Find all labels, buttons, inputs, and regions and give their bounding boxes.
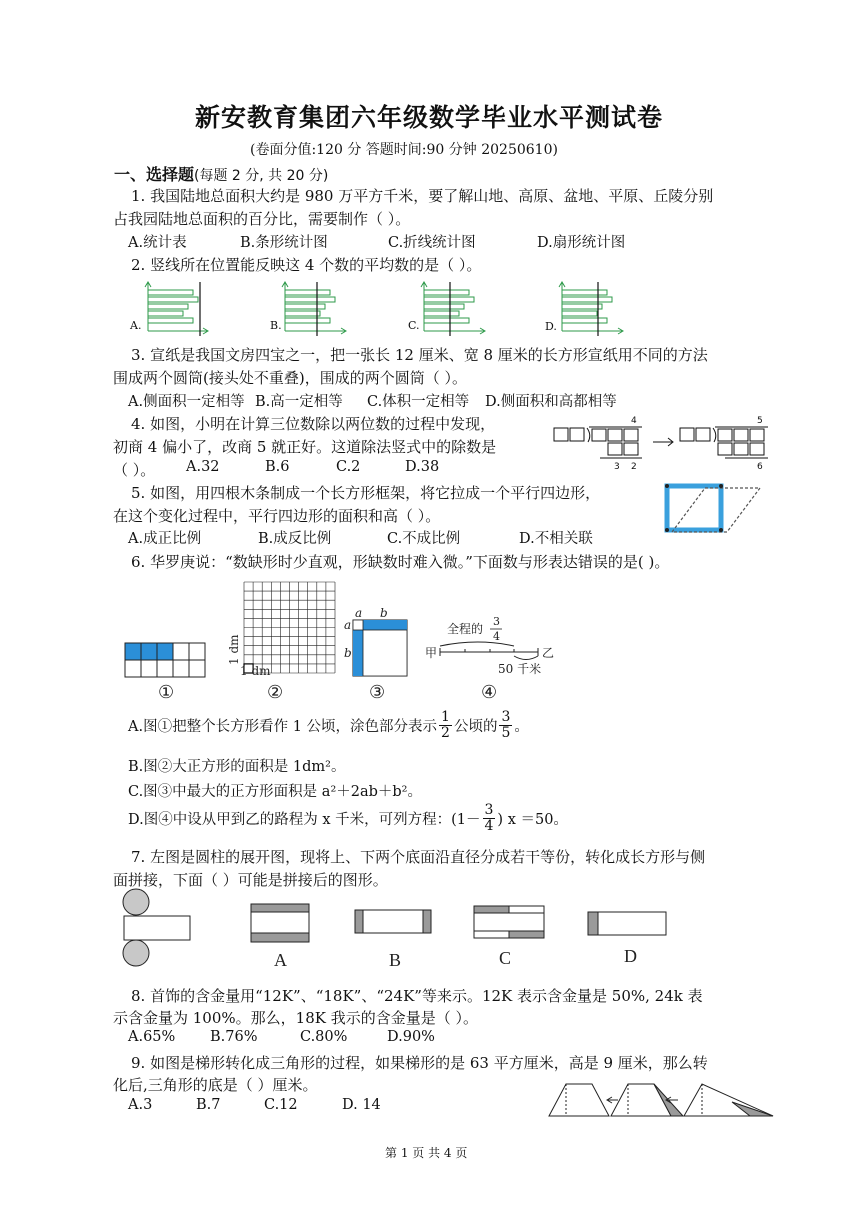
page-title: 新安教育集团六年级数学毕业水平测试卷 <box>195 103 664 132</box>
q4-option-b: B.6 <box>265 459 290 475</box>
section-title: 一、选择题 <box>114 165 195 184</box>
q6-option-c: C.图③中最大的正方形面积是 a²＋2ab＋b²。 <box>128 784 422 800</box>
q6-option-a-fraction-2-den: 5 <box>501 724 511 741</box>
q6-fig3-label-b-left: b <box>344 646 352 660</box>
q6-fig2-label-vertical: 1 dm <box>227 634 241 665</box>
page-footer: 第 1 页 共 4 页 <box>385 1146 468 1160</box>
q4-option-c: C.2 <box>336 459 361 475</box>
q7-line1: 7. 左图是圆柱的展开图，现将上、下两个底面沿直径分成若干等份，转化成长方形与侧 <box>131 848 706 866</box>
q8-option-a: A.65% <box>128 1029 176 1045</box>
q9-line2: 化后,三角形的底是（ ）厘米。 <box>113 1076 318 1094</box>
q5-line1: 5. 如图，用四根木条制成一个长方形框架，将它拉成一个平行四边形， <box>131 484 601 502</box>
q8-line2: 示含金量为 100%。那么，18K 我示的含金量是（ ）。 <box>113 1009 478 1027</box>
q7-option-b: B <box>389 950 402 970</box>
q3-line2: 围成两个圆筒(接头处不重叠)，围成的两个圆筒（ ）。 <box>113 369 467 387</box>
q6-fig4-whole: 全程的 <box>447 622 484 636</box>
q6-option-d-pre: D.图④中设从甲到乙的路程为 x 千米，可列方程：(1－ <box>128 811 481 828</box>
q1-option-b: B.条形统计图 <box>240 235 328 251</box>
q6-fig2-number: ② <box>267 682 284 702</box>
q6-fig4-distance: 50 千米 <box>498 662 542 676</box>
q4-remainder-corrected: 6 <box>757 462 763 472</box>
q5-option-b: B.成反比例 <box>258 531 332 547</box>
q4-line3: （ ）。 <box>113 461 156 479</box>
q6-fig3-label-b-top: b <box>380 606 388 620</box>
q7-option-a: A <box>274 950 287 970</box>
q1-option-c: C.折线统计图 <box>388 235 476 251</box>
q3-option-c: C.体积一定相等 <box>367 394 470 410</box>
q8-option-b: B.76% <box>210 1029 258 1045</box>
q6-option-a-fraction-1-num: 1 <box>441 709 450 725</box>
q6-option-d-post: ) x ＝50。 <box>497 811 568 828</box>
q8-option-d: D.90% <box>387 1029 435 1045</box>
q6-option-a-end: 。 <box>514 718 529 735</box>
q4-line2: 初商 4 偏小了，改商 5 就正好。这道除法竖式中的除数是 <box>113 438 497 456</box>
q4-remainder-digit-1: 3 <box>614 462 620 472</box>
q6-line1: 6. 华罗庚说：“数缺形时少直观，形缺数时难入微。”下面数与形表达错误的是( )。 <box>131 553 670 571</box>
q3-option-d: D.侧面积和高都相等 <box>485 394 617 410</box>
q1-option-d: D.扇形统计图 <box>537 235 626 251</box>
q2-line1: 2. 竖线所在位置能反映这 4 个数的平均数的是（ ）。 <box>131 256 482 274</box>
q6-option-b: B.图②大正方形的面积是 1dm²。 <box>128 759 346 775</box>
q8-option-c: C.80% <box>300 1029 348 1045</box>
q9-option-c: C.12 <box>264 1097 298 1113</box>
q5-option-a: A.成正比例 <box>128 531 202 547</box>
q6-fig4-start: 甲 <box>425 646 438 660</box>
q5-option-c: C.不成比例 <box>387 531 461 547</box>
q4-remainder-digit-2: 2 <box>631 462 637 472</box>
q6-fig3-label-a-top: a <box>355 606 363 620</box>
q2-label-a: A. <box>130 319 142 332</box>
q7-option-d: D <box>624 946 637 966</box>
q7-option-c: C <box>499 948 512 968</box>
q5-line2: 在这个变化过程中，平行四边形的面积和高（ ）。 <box>113 507 441 525</box>
q1-option-a: A.统计表 <box>128 235 187 251</box>
q6-option-a-fraction-1-den: 2 <box>441 724 450 741</box>
q4-option-a: A.32 <box>186 459 220 475</box>
q3-option-b: B.高一定相等 <box>255 394 343 410</box>
q9-option-a: A.3 <box>128 1097 153 1113</box>
q6-fig2-label-horizontal: 1 dm <box>240 664 271 678</box>
section-note: (每题 2 分, 共 20 分) <box>194 168 329 184</box>
q6-fig3-number: ③ <box>369 682 386 702</box>
q6-option-a-mid: 公顷的 <box>453 718 498 735</box>
q4-option-d: D.38 <box>405 459 440 475</box>
q8-line1: 8. 首饰的含金量用“12K”、“18K”、“24K”等来示。12K 表示含金量是 50%, 24k 表 <box>131 987 703 1005</box>
q4-quotient-corrected: 5 <box>757 416 763 426</box>
q3-line1: 3. 宣纸是我国文房四宝之一，把一张长 12 厘米、宽 8 厘米的长方形宣纸用不同的方法 <box>131 346 708 364</box>
q6-option-a-pre: A.图①把整个长方形看作 1 公顷，涂色部分表示 <box>128 718 438 735</box>
q6-fig1-number: ① <box>158 682 175 702</box>
q6-fig4-number: ④ <box>481 682 498 702</box>
q6-option-d-fraction-den: 4 <box>484 817 494 834</box>
q1-line2: 占我园陆地总面积的百分比，需要制作（ ）。 <box>113 210 411 228</box>
q4-quotient-initial: 4 <box>631 416 637 426</box>
q1-line1: 1. 我国陆地总面积大约是 980 万平方千米，要了解山地、高原、盆地、平原、丘陵分别 <box>131 187 714 205</box>
page-subtitle: (卷面分值:120 分 答题时间:90 分钟 20250610) <box>250 142 558 158</box>
q7-line2: 面拼接，下面（ ）可能是拼接后的图形。 <box>113 871 388 889</box>
q6-option-d-fraction-num: 3 <box>484 802 494 818</box>
q6-fig3-label-a-left: a <box>344 618 352 632</box>
q9-option-d: D. 14 <box>342 1097 381 1113</box>
q2-label-c: C. <box>408 319 420 332</box>
q4-line1: 4. 如图，小明在计算三位数除以两位数的过程中发现， <box>131 415 496 433</box>
q3-option-a: A.侧面积一定相等 <box>128 394 245 410</box>
q6-fig4-whole-den: 4 <box>493 630 500 643</box>
q2-label-b: B. <box>270 319 282 332</box>
q6-option-a-fraction-2-num: 3 <box>501 709 511 725</box>
q5-option-d: D.不相关联 <box>519 531 593 547</box>
q9-line1: 9. 如图是梯形转化成三角形的过程，如果梯形的是 63 平方厘米，高是 9 厘米，那么转 <box>131 1054 708 1072</box>
q6-fig4-end: 乙 <box>542 646 555 660</box>
q2-label-d: D. <box>545 320 557 333</box>
q6-fig4-whole-num: 3 <box>493 615 500 628</box>
q9-option-b: B.7 <box>196 1097 221 1113</box>
